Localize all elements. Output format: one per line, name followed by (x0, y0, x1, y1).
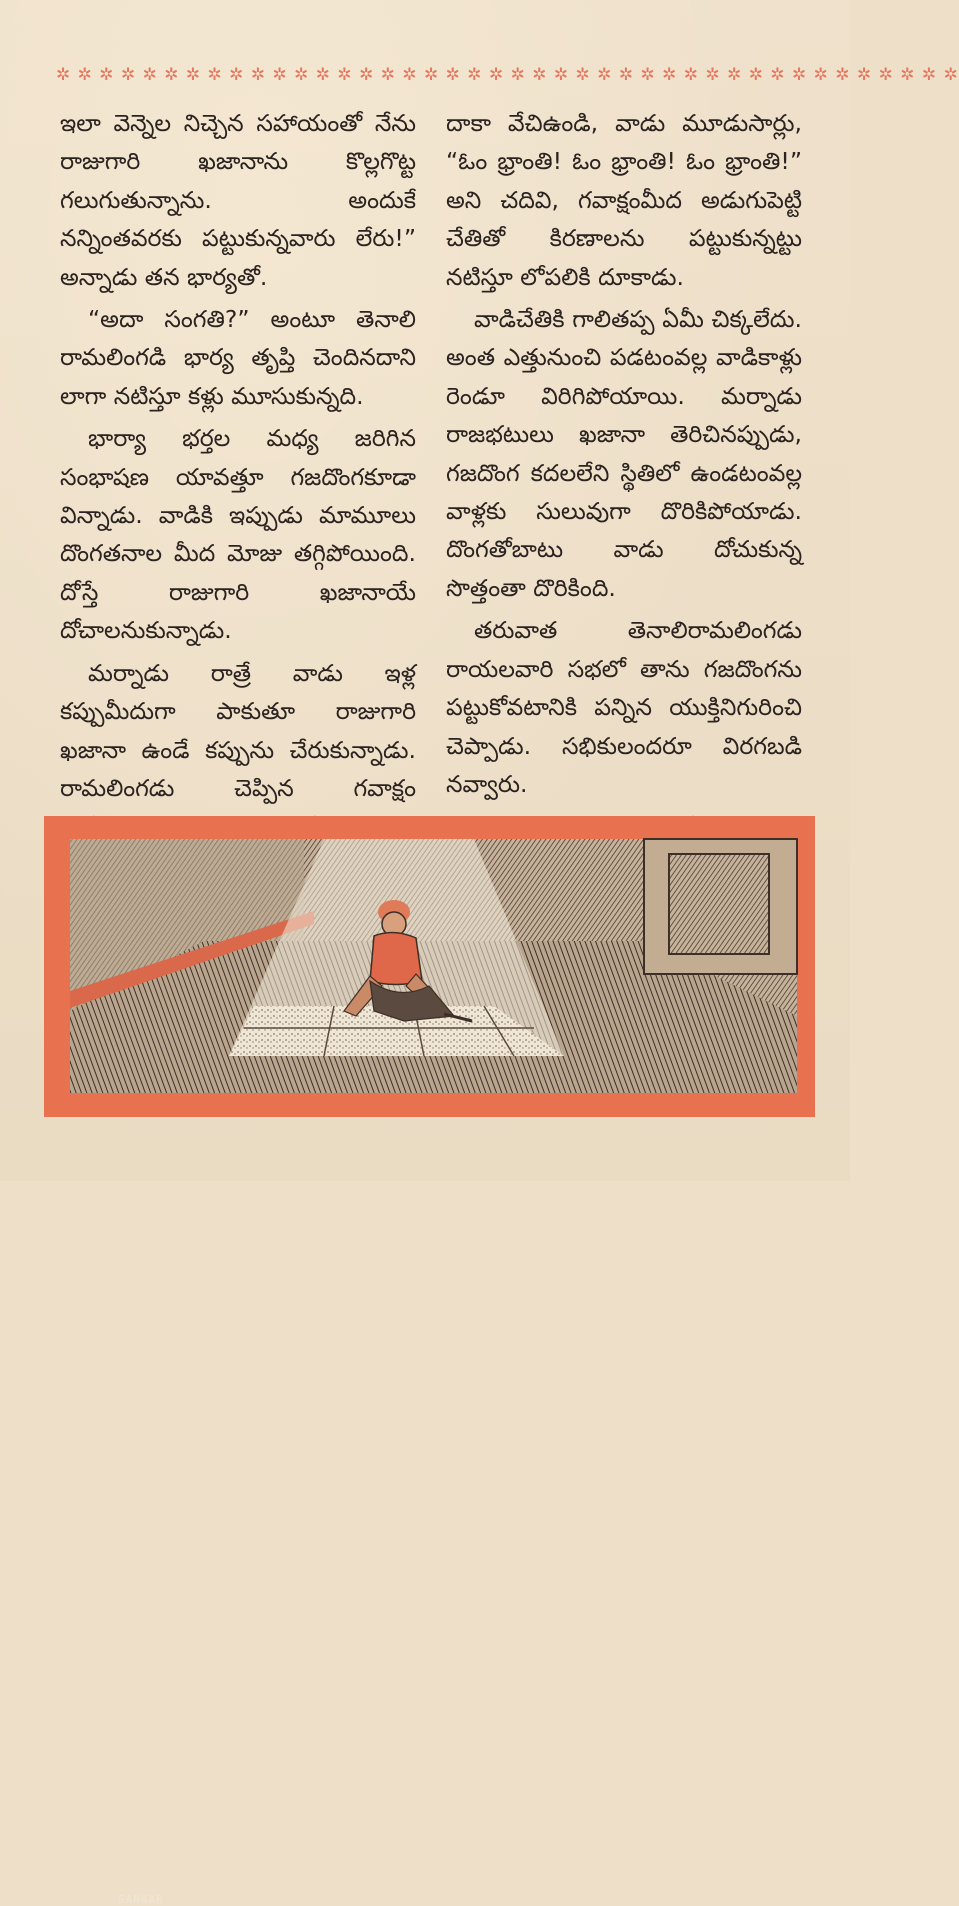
paragraph: దాకా వేచిఉండి, వాడు మూడుసార్లు, “ఓం భ్రాంతి! ఓం భ్రాంతి! ఓం భ్రాంతి!” అని చదివి, గవాక్షంమీద అడుగుపెట్టి చేతితో కిరణాలను పట్టుకున్నట్టు నటిస్తూ లోపలికి దూకాడు. (446, 109, 802, 291)
artist-signature: SANKAR (118, 1893, 164, 1906)
right-text-column (446, 104, 802, 927)
paragraph: భార్యా భర్తల మధ్య జరిగిన సంభాషణ యావత్తూ గజదొంగకూడా విన్నాడు. వాడికి ఇప్పుడు మామూలు దొంగతనాల మీద మోజు తగ్గిపోయింది. దోస్తే రాజుగారి ఖజానాయే దోచాలనుకున్నాడు. (60, 424, 416, 645)
paragraph: తరువాత తెనాలిరామలింగడు రాయలవారి సభలో తాను గజదొంగను పట్టుకోవటానికి పన్నిన యుక్తినిగురించి చెప్పాడు. సభికులందరూ విరగబడి నవ్వారు. (446, 616, 802, 798)
door-carving (669, 854, 769, 954)
paragraph: వాడిచేతికి గాలితప్ప ఏమీ చిక్కలేదు. అంత ఎత్తునుంచి పడటంవల్ల వాడికాళ్లు రెండూ విరిగిపోయాయి. మర్నాడు రాజభటులు ఖజానా తెరిచినప్పుడు, గజదొంగ కదలలేని స్థితిలో ఉండటంవల్ల వాళ్లకు సులువుగా దొరికిపోయాడు. దొంగతోబాటు వాడు దోచుకున్న సొత్తంతా దొరికింది. (446, 305, 802, 602)
treasury-scene-drawing (44, 816, 815, 1117)
paragraph: మర్నాడు రాత్రే వాడు ఇళ్ల కప్పుమీదుగా పాకుతూ రాజుగారి ఖజానా ఉండే కప్పును చేరుకున్నాడు. రామలింగడు చెప్పిన గవాక్షం (60, 658, 416, 802)
paragraph: “అదా సంగతి?” అంటూ తెనాలి రామలింగడి భార్య తృప్తి చెందినదాని లాగా నటిస్తూ కళ్లు మూసుకున్నది. (60, 305, 416, 410)
ornamental-border: ✲ ✲ ✲ ✲ ✲ ✲ ✲ ✲ ✲ ✲ ✲ ✲ ✲ ✲ ✲ ✲ ✲ ✲ ✲ ✲ ✲ ✲ ✲ ✲ ✲ ✲ ✲ ✲ ✲ ✲ ✲ ✲ ✲ ✲ ✲ ✲ ✲ ✲ ✲ ✲ ✲ ✲ (56, 65, 959, 85)
paragraph: ఇలా వెన్నెల నిచ్చెన సహాయంతో నేను రాజుగారి ఖజానాను కొల్లగొట్ట గలుగుతున్నాను. అందుకే నన్నింతవరకు పట్టుకున్నవారు లేరు!” అన్నాడు తన భార్యతో. (60, 109, 416, 291)
story-illustration (44, 816, 815, 1906)
